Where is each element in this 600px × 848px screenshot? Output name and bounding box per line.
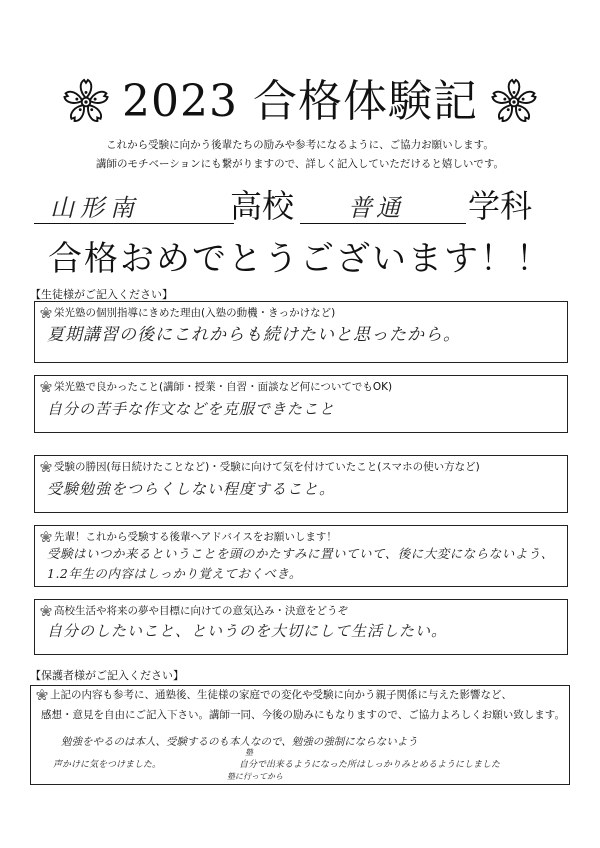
parent-prompt-text: 上記の内容も参考に、通塾後、生徒様の家庭での変化や受験に向かう親子関係に与えた影響など、: [50, 689, 512, 701]
school-name: 山形南: [50, 194, 140, 222]
parent-comment-box: [30, 685, 570, 785]
question-box: [34, 599, 568, 655]
sakura-icon: [36, 689, 48, 701]
question-text: 受験の勝因(毎日続けたことなど)・受験に向けて気を付けていたこと(スマホの使い方など): [54, 461, 480, 473]
question-text: 栄光塾の個別指導にきめた理由(入塾の動機・きっかけなど): [54, 307, 336, 319]
question-box: [34, 375, 568, 433]
sakura-icon: [40, 381, 52, 393]
intro-text: 講師のモチベーションにも繋がりますので、詳しく記入していただけると嬉しいです。: [95, 158, 505, 170]
parent-answer-insert: 塾: [245, 748, 253, 757]
school-row: [28, 186, 572, 234]
course-name: 普通: [348, 194, 404, 222]
congratulations-heading: 合格おめでとうございます！！: [48, 239, 552, 279]
parent-prompt-text: 感想・意見を自由にご記入下さい。講師一同、今後の励みにもなりますので、ご協力よろしくお願い致します。: [41, 709, 565, 721]
question-box: [34, 455, 568, 513]
page-header: [0, 72, 600, 132]
parent-answer-text: 声かけに気をつけました。: [53, 760, 162, 770]
school-suffix: 高校: [230, 187, 295, 225]
answer-text: 自分の苦手な作文などを克服できたこと: [47, 400, 336, 418]
page-title: 2023 合格体験記: [122, 76, 478, 127]
question-text: 先輩！これから受験する後輩へアドバイスをお願いします！: [54, 531, 337, 543]
answer-text: 受験勉強をつらくしない程度すること。: [47, 480, 336, 498]
question-text: 栄光塾で良かったこと(講師・授業・自習・面談など何についてでもOK): [54, 381, 393, 393]
sakura-icon: [40, 461, 52, 473]
sakura-icon: [40, 307, 52, 319]
course-suffix: 学科: [468, 187, 533, 225]
sakura-icon: [40, 605, 52, 617]
question-box: [34, 301, 568, 363]
intro-text: これから受験に向かう後輩たちの励みや参考になるように、ご協力お願いします。: [106, 139, 494, 151]
answer-text: 受験はいつか来るということを頭のかたすみに置いていて、後に大変にならないよう、1.2年生の内容はしっかり覚えておくべき。: [47, 546, 554, 581]
sakura-icon: [40, 531, 52, 543]
answer-text: 夏期講習の後にこれからも続けたいと思ったから。: [47, 325, 461, 345]
answer-text: 自分のしたいこと、というのを大切にして生活したい。: [47, 622, 448, 640]
parent-answer-insert: 塾に行ってから: [227, 772, 283, 781]
parent-answer-text: 自分で出来るようになった所はしっかりみとめるようにしました: [239, 760, 501, 770]
parent-answer-text: 勉強をやるのは本人、受験するのも本人なので、勉強の強制にならないよう: [61, 736, 418, 748]
sakura-icon: [62, 78, 110, 126]
student-section-label: 【生徒様がご記入ください】: [30, 288, 173, 301]
parent-section-label: 【保護者様がご記入ください】: [30, 669, 184, 682]
question-text: 高校生活や将来の夢や目標に向けての意気込み・決意をどうぞ: [54, 605, 348, 617]
sakura-icon: [490, 78, 538, 126]
question-box: [34, 525, 568, 587]
